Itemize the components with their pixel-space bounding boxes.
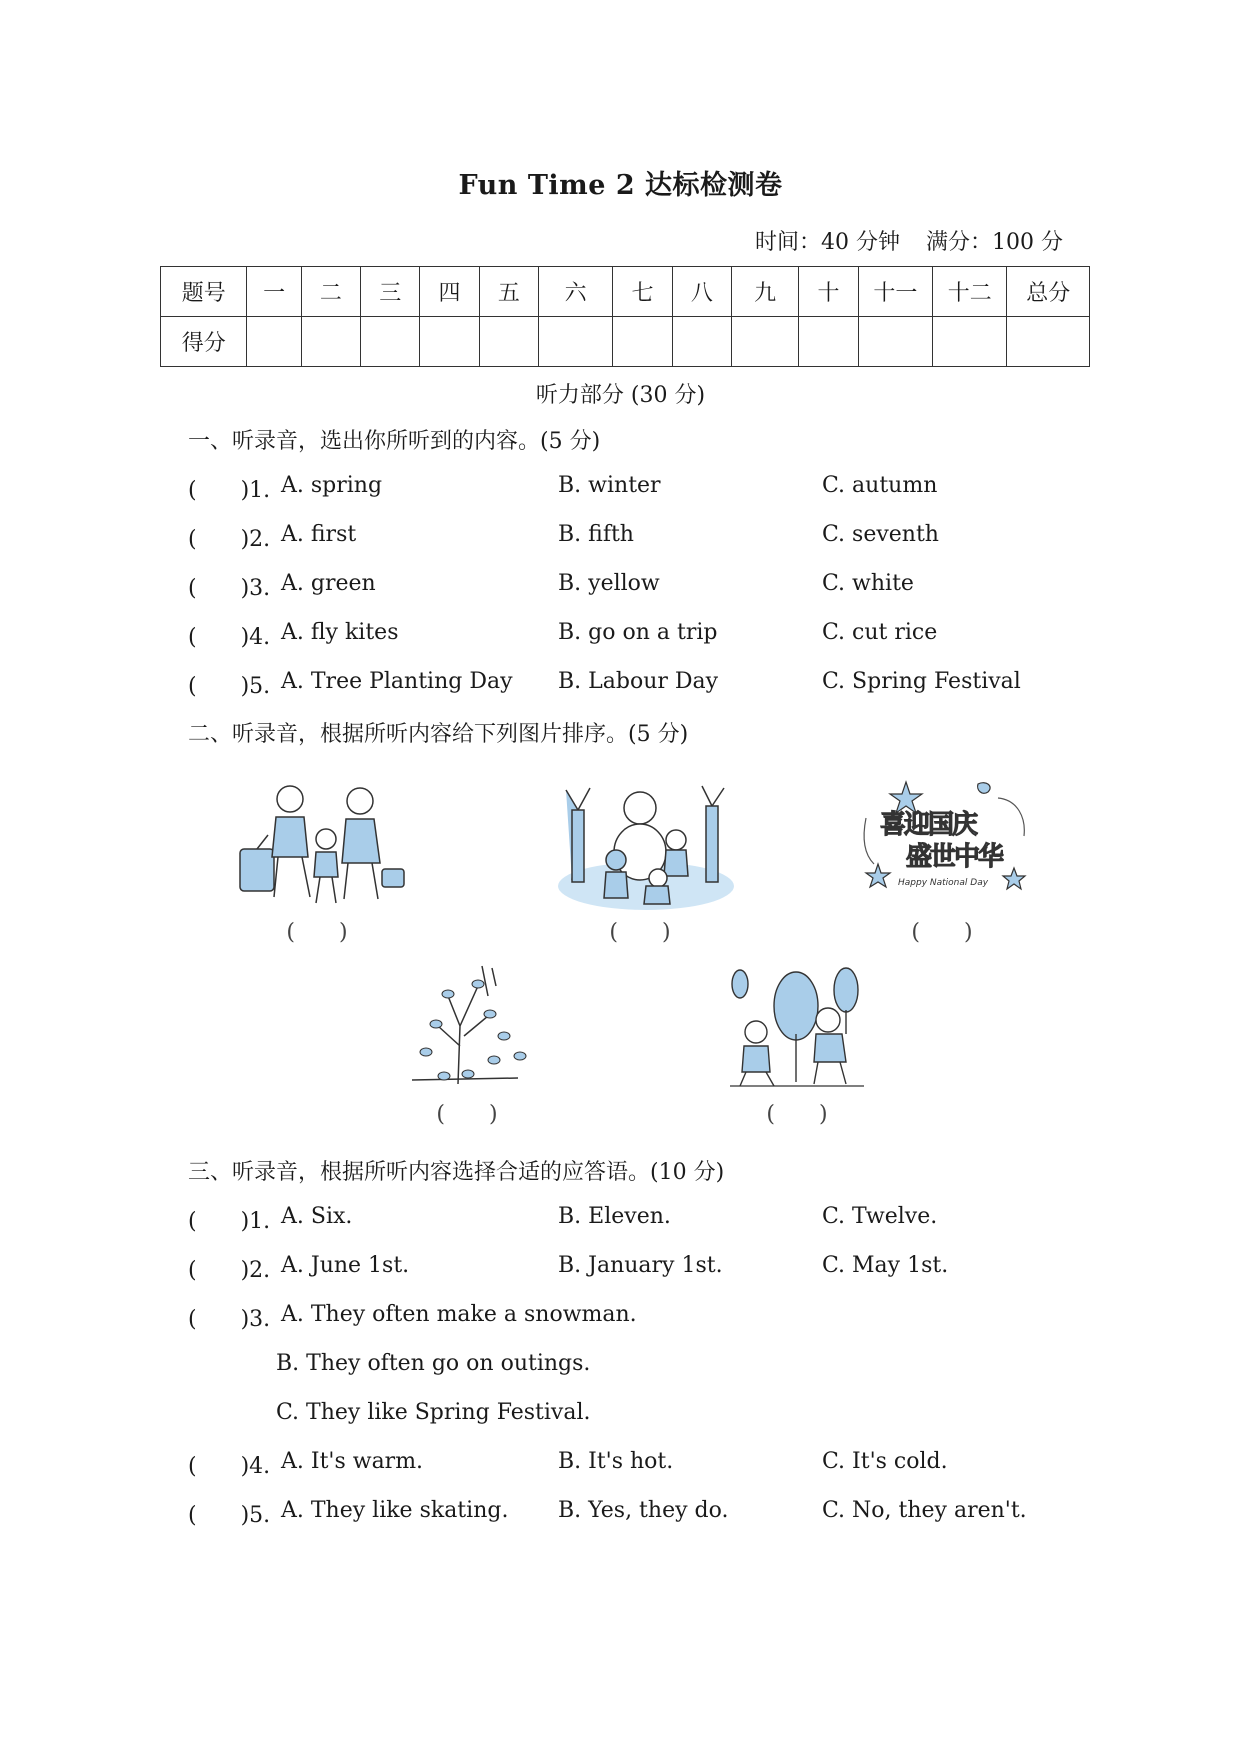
exam-full-score: 满分：100 分 xyxy=(926,230,1063,255)
score-cell[interactable] xyxy=(361,317,420,367)
national-day-picture xyxy=(858,778,1032,902)
question-number: ( )1. xyxy=(188,1209,271,1234)
option-c: C. No, they aren't. xyxy=(822,1498,1027,1523)
national-day-text-line1: 喜迎国庆 xyxy=(880,810,977,840)
tree-planting-icon xyxy=(730,954,864,1090)
option-a: A. It's warm. xyxy=(281,1449,424,1474)
score-cell[interactable] xyxy=(858,317,932,367)
tree-planting-picture xyxy=(730,954,864,1090)
score-table-header-cell: 七 xyxy=(613,267,672,317)
option-a: A. green xyxy=(281,571,376,596)
option-c: C. Twelve. xyxy=(822,1204,938,1229)
option-b: B. It's hot. xyxy=(558,1449,674,1474)
option-a: A. first xyxy=(281,522,357,547)
section1-title: 一、听录音，选出你所听到的内容。(5 分) xyxy=(188,429,601,454)
section2-title: 二、听录音，根据所听内容给下列图片排序。(5 分) xyxy=(188,722,689,747)
picture-blank: ( ) xyxy=(911,920,973,945)
question-number: ( )2. xyxy=(188,1258,271,1283)
score-table-header-cell: 题号 xyxy=(161,267,247,317)
question-number: ( )1. xyxy=(188,478,271,503)
section3-option-line xyxy=(188,1351,1088,1381)
autumn-tree-icon xyxy=(408,956,532,1090)
option-a: A. Six. xyxy=(281,1204,353,1229)
score-table-header-cell: 十一 xyxy=(858,267,932,317)
option-b: B. They often go on outings. xyxy=(276,1351,591,1376)
snowman-icon xyxy=(556,780,736,914)
autumn-tree-picture xyxy=(408,956,532,1090)
option-c: C. Spring Festival xyxy=(822,669,1021,694)
option-b: B. winter xyxy=(558,473,661,498)
section3-question xyxy=(188,1498,1088,1528)
family-trip-icon xyxy=(232,777,408,911)
option-a: A. They often make a snowman. xyxy=(281,1302,637,1327)
picture-blank: ( ) xyxy=(436,1102,498,1127)
section1-question xyxy=(188,620,1088,650)
score-cell[interactable] xyxy=(1007,317,1090,367)
picture-blank: ( ) xyxy=(286,920,348,945)
question-number: ( )3. xyxy=(188,576,271,601)
option-c: C. cut rice xyxy=(822,620,938,645)
score-table-header-cell: 四 xyxy=(420,267,479,317)
exam-meta xyxy=(729,225,1063,256)
option-b: B. go on a trip xyxy=(558,620,718,645)
score-table-header-cell: 五 xyxy=(479,267,538,317)
option-b: B. fifth xyxy=(558,522,634,547)
national-day-text-line3: Happy National Day xyxy=(898,878,989,888)
section3-question xyxy=(188,1204,1088,1234)
option-c: C. They like Spring Festival. xyxy=(276,1400,591,1425)
score-cell[interactable] xyxy=(247,317,301,367)
option-a: A. June 1st. xyxy=(281,1253,410,1278)
section3-question xyxy=(188,1449,1088,1479)
section1-question xyxy=(188,571,1088,601)
score-table-header-cell: 九 xyxy=(732,267,799,317)
national-day-text-line2: 盛世中华 xyxy=(906,842,1003,872)
score-table-header-cell: 二 xyxy=(301,267,360,317)
score-cell[interactable] xyxy=(538,317,612,367)
option-c: C. white xyxy=(822,571,914,596)
score-cell[interactable] xyxy=(933,317,1007,367)
section1-question xyxy=(188,473,1088,503)
score-cell[interactable] xyxy=(672,317,731,367)
option-c: C. May 1st. xyxy=(822,1253,949,1278)
question-number: ( )5. xyxy=(188,1503,271,1528)
picture-blank: ( ) xyxy=(766,1102,828,1127)
score-cell[interactable] xyxy=(479,317,538,367)
option-b: B. January 1st. xyxy=(558,1253,723,1278)
option-b: B. yellow xyxy=(558,571,660,596)
score-table-header-cell: 总分 xyxy=(1007,267,1090,317)
score-table-header-cell: 三 xyxy=(361,267,420,317)
score-cell[interactable] xyxy=(732,317,799,367)
listening-part-title: 听力部分 (30 分) xyxy=(535,383,706,408)
score-table-header-cell: 十 xyxy=(799,267,858,317)
option-b: B. Eleven. xyxy=(558,1204,671,1229)
option-a: A. spring xyxy=(281,473,383,498)
option-a: A. They like skating. xyxy=(281,1498,509,1523)
picture-blank: ( ) xyxy=(609,920,671,945)
section1-question xyxy=(188,669,1088,699)
question-number: ( )5. xyxy=(188,674,271,699)
score-cell[interactable] xyxy=(613,317,672,367)
option-b: B. Yes, they do. xyxy=(558,1498,729,1523)
option-a: A. Tree Planting Day xyxy=(281,669,513,694)
snowman-picture xyxy=(556,780,736,914)
question-number: ( )2. xyxy=(188,527,271,552)
section3-question xyxy=(188,1302,1088,1332)
score-table-header-cell: 一 xyxy=(247,267,301,317)
question-number: ( )4. xyxy=(188,625,271,650)
family-trip-picture xyxy=(232,777,408,911)
score-table-header-cell: 十二 xyxy=(933,267,1007,317)
exam-time: 时间：40 分钟 xyxy=(755,230,900,255)
option-c: C. seventh xyxy=(822,522,939,547)
score-cell[interactable] xyxy=(799,317,858,367)
question-number: ( )3. xyxy=(188,1307,271,1332)
section1-question xyxy=(188,522,1088,552)
score-table-header-row xyxy=(161,267,1090,317)
section3-question xyxy=(188,1253,1088,1283)
option-a: A. fly kites xyxy=(281,620,399,645)
score-table-header-cell: 八 xyxy=(672,267,731,317)
score-cell[interactable] xyxy=(301,317,360,367)
option-c: C. It's cold. xyxy=(822,1449,948,1474)
score-table-score-row xyxy=(161,317,1090,367)
section3-option-line xyxy=(188,1400,1088,1430)
section3-title: 三、听录音，根据所听内容选择合适的应答语。(10 分) xyxy=(188,1160,725,1185)
score-table-row-label: 得分 xyxy=(161,317,247,367)
option-b: B. Labour Day xyxy=(558,669,719,694)
score-cell[interactable] xyxy=(420,317,479,367)
question-number: ( )4. xyxy=(188,1454,271,1479)
score-table xyxy=(160,266,1090,367)
page-title: Fun Time 2 达标检测卷 xyxy=(458,170,783,201)
option-c: C. autumn xyxy=(822,473,938,498)
score-table-header-cell: 六 xyxy=(538,267,612,317)
